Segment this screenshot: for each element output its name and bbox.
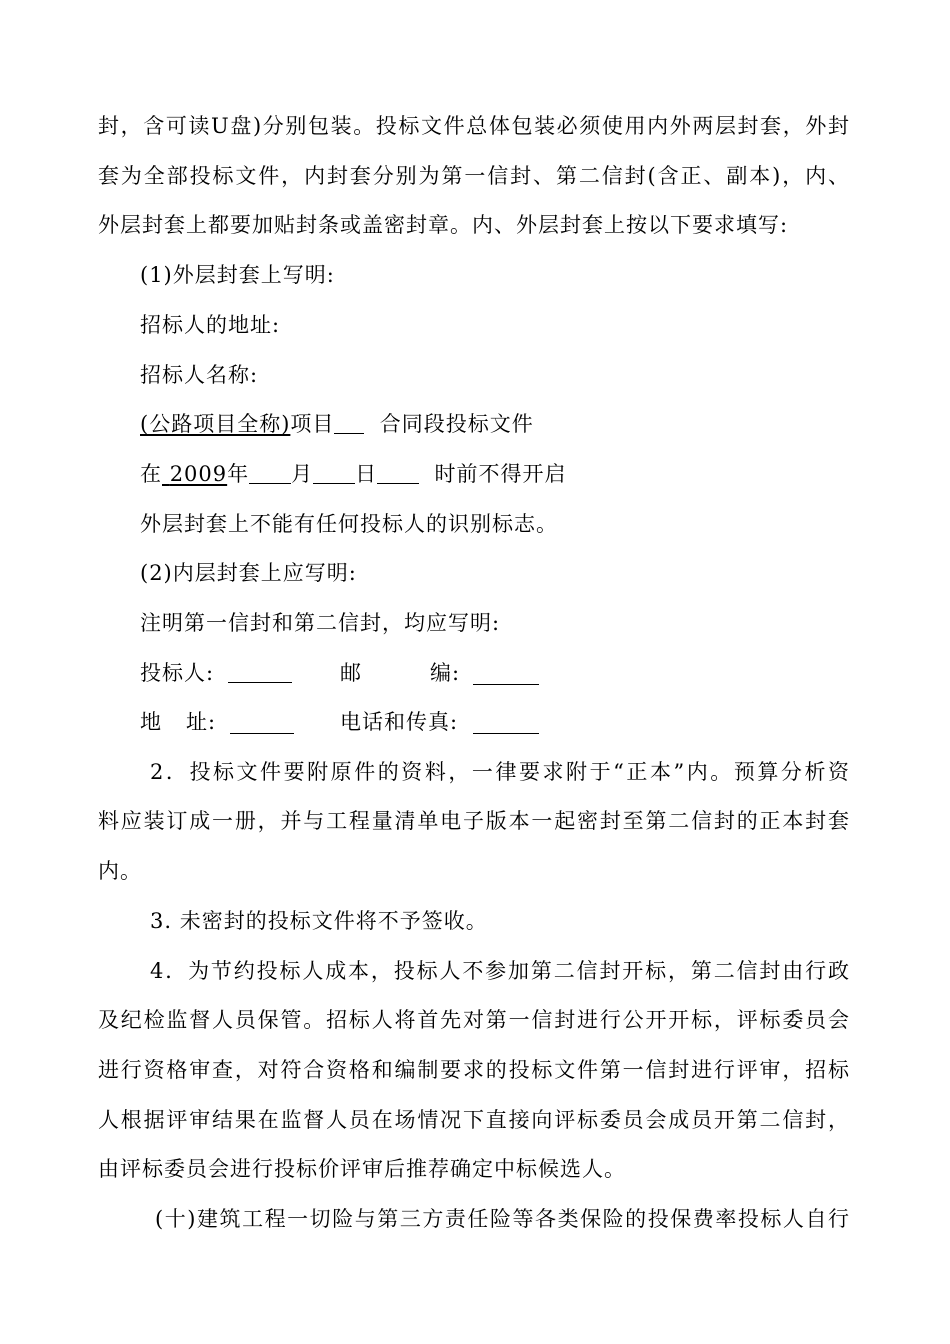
day-unit: 日 (355, 462, 378, 486)
month-blank (249, 461, 291, 484)
paragraph-line: 人根据评审结果在监督人员在场情况下直接向评标委员会成员开第二信封， (98, 1108, 850, 1132)
paragraph-line: 外层封套上都要加贴封条或盖密封章。内、外层封套上按以下要求填写: (98, 213, 789, 237)
paragraph-line: 注明第一信封和第二信封，均应写明: (140, 611, 501, 635)
paragraph-line: 套为全部投标文件，内封套分别为第一信封、第二信封(含正、副本)，内、 (98, 164, 850, 188)
paragraph-line: 封，含可读U盘)分别包装。投标文件总体包装必须使用内外两层封套，外封 (98, 114, 850, 138)
project-name-placeholder: (公路项目全称) (140, 412, 291, 436)
paragraph-line: 由评标委员会进行投标价评审后推荐确定中标候选人。 (98, 1157, 626, 1181)
year-unit: 年 (227, 462, 250, 486)
hour-blank (377, 461, 419, 484)
phone-fax-blank (473, 711, 539, 734)
paragraph-line: 4．为节约投标人成本，投标人不参加第二信封开标，第二信封由行政 (150, 959, 850, 983)
opening-time-line (140, 459, 892, 489)
bidder-label: 投标人: (140, 661, 215, 685)
address-label-1: 地 (140, 710, 162, 734)
phone-fax-label: 电话和传真: (340, 710, 459, 734)
opening-time-prefix: 在 (140, 462, 162, 486)
year-number: 2009 (169, 462, 228, 486)
inner-envelope-heading: (2)内层封套上应写明: (140, 561, 357, 585)
paragraph-line: 进行资格审查，对符合资格和编制要求的投标文件第一信封进行评审，招标 (98, 1058, 850, 1082)
tenderer-address-label: 招标人的地址: (140, 313, 281, 337)
opening-time-tail: 时前不得开启 (434, 462, 567, 486)
project-tail-text: 合同段投标文件 (379, 412, 534, 436)
day-blank (313, 461, 355, 484)
postcode-blank (473, 662, 539, 685)
project-line (140, 409, 892, 439)
paragraph-line: 3. 未密封的投标文件将不予签收。 (150, 909, 488, 933)
year-value (162, 462, 227, 486)
section-blank (334, 411, 364, 434)
tenderer-name-label: 招标人名称: (140, 363, 259, 387)
project-text: 项目 (290, 412, 335, 436)
bidder-postcode-line (140, 658, 892, 688)
bidder-blank (228, 660, 292, 683)
outer-envelope-heading: (1)外层封套上写明: (140, 263, 335, 287)
paragraph-line: 及纪检监督人员保管。招标人将首先对第一信封进行公开开标，评标委员会 (98, 1008, 850, 1032)
section-ten-line: (十)建筑工程一切险与第三方责任险等各类保险的投保费率投标人自行 (155, 1207, 850, 1231)
paragraph-line: 内。 (98, 859, 142, 883)
address-phone-line (140, 707, 892, 737)
address-label-2: 址: (186, 710, 217, 734)
paragraph-line: 料应装订成一册，并与工程量清单电子版本一起密封至第二信封的正本封套 (98, 809, 850, 833)
paragraph-line: 外层封套上不能有任何投标人的识别标志。 (140, 512, 558, 536)
address-blank (230, 711, 294, 734)
month-unit: 月 (291, 462, 314, 486)
postcode-label-1: 邮 (340, 661, 362, 685)
paragraph-line: 2．投标文件要附原件的资料，一律要求附于“正本”内。预算分析资 (150, 760, 850, 784)
postcode-label-2: 编: (430, 661, 461, 685)
